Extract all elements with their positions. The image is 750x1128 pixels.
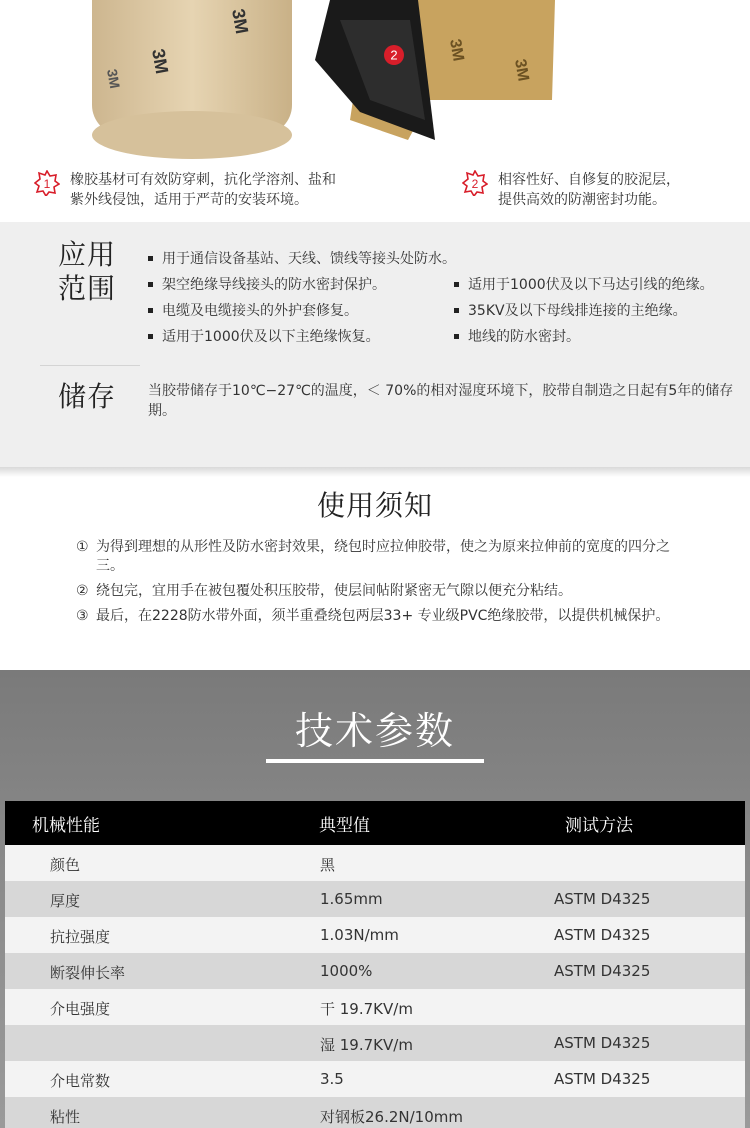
header-value: 典型值 xyxy=(319,815,370,836)
table-row xyxy=(5,1025,745,1061)
sheet-badge-number: 2 xyxy=(390,47,398,63)
header-method: 测试方法 xyxy=(565,815,633,836)
cell-method: ASTM D4325 xyxy=(554,1034,651,1052)
notice-number: ① xyxy=(76,539,89,555)
svg-text:2: 2 xyxy=(471,177,479,191)
bullet-icon xyxy=(454,334,459,339)
tech-section xyxy=(0,670,750,1128)
tape-sheet-image xyxy=(300,0,560,150)
cell-value: 湿 19.7KV/m xyxy=(320,1036,413,1054)
notice-title: 使用须知 xyxy=(316,489,433,522)
svg-text:3M: 3M xyxy=(104,67,124,90)
feature-2 xyxy=(462,170,742,210)
table-row xyxy=(5,989,745,1025)
section-divider xyxy=(40,365,140,366)
table-row xyxy=(5,917,745,953)
notice-text: 为得到理想的从形性及防水密封效果，绕包时应拉伸胶带，使之为原来拉伸前的宽度的四分之三。 xyxy=(96,539,670,574)
table-header xyxy=(5,801,745,845)
cell-property: 颜色 xyxy=(50,856,81,874)
cell-value: 1.65mm xyxy=(320,890,383,908)
cell-property: 断裂伸长率 xyxy=(50,964,126,982)
cell-value: 干 19.7KV/m xyxy=(320,1000,413,1018)
table-row xyxy=(5,1061,745,1097)
notice-text: 最后，在2228防水带外面，须半重叠绕包两层33+ 专业级PVC绝缘胶带，以提供机械保护。 xyxy=(96,608,670,624)
svg-text:1: 1 xyxy=(43,177,51,191)
application-item: 地线的防水密封。 xyxy=(468,329,580,345)
table-row xyxy=(5,845,745,881)
bullet-icon xyxy=(454,308,459,313)
application-row xyxy=(148,300,748,326)
table-row xyxy=(5,881,745,917)
application-item: 电缆及电缆接头的外护套修复。 xyxy=(162,303,358,319)
application-item: 适用于1000伏及以下主绝缘恢复。 xyxy=(162,329,380,345)
feature-notes xyxy=(0,160,750,222)
tech-title: 技术参数 xyxy=(294,709,455,753)
badge-2-icon xyxy=(462,170,488,196)
cell-property: 厚度 xyxy=(50,892,81,910)
badge-1-icon xyxy=(34,170,60,196)
application-row xyxy=(148,326,748,352)
cell-value: 黑 xyxy=(320,856,336,874)
svg-text:3M: 3M xyxy=(148,47,173,76)
cell-method: ASTM D4325 xyxy=(554,926,651,944)
cell-value: 1000% xyxy=(320,962,373,980)
notice-list xyxy=(76,538,696,632)
feature-2-text: 相容性好、自修复的胶泥层， 提供高效的防潮密封功能。 xyxy=(498,172,680,208)
cell-value: 1.03N/mm xyxy=(320,926,399,944)
notice-item xyxy=(76,538,696,576)
storage-text: 当胶带储存于10℃−27℃的温度，＜ 70%的相对湿度环境下，胶带自制造之日起有5年的储存期。 xyxy=(148,383,734,419)
cell-property: 抗拉强度 xyxy=(50,928,111,946)
cell-value: 3.5 xyxy=(320,1070,344,1088)
notice-item xyxy=(76,582,696,601)
cell-property: 介电强度 xyxy=(50,1000,111,1018)
application-section xyxy=(0,222,750,467)
bullet-icon xyxy=(148,334,153,339)
notice-item xyxy=(76,607,696,626)
section-shadow xyxy=(0,467,750,477)
application-item: 架空绝缘导线接头的防水密封保护。 xyxy=(162,277,386,293)
notice-number: ② xyxy=(76,583,89,599)
tech-title-underline xyxy=(266,759,484,763)
header-property: 机械性能 xyxy=(32,815,100,836)
cell-method: ASTM D4325 xyxy=(554,890,651,908)
cell-property: 粘性 xyxy=(50,1108,81,1126)
cell-property: 介电常数 xyxy=(50,1072,111,1090)
table-row xyxy=(5,953,745,989)
bullet-icon xyxy=(454,282,459,287)
svg-text:3M: 3M xyxy=(228,7,253,36)
application-list xyxy=(148,248,748,352)
feature-1-text: 橡胶基材可有效防穿刺，抗化学溶剂、盐和 紫外线侵蚀，适用于严苛的安装环境。 xyxy=(70,172,336,208)
tape-roll-image xyxy=(92,0,292,160)
notice-text: 绕包完，宜用手在被包覆处积压胶带，使层间帖附紧密无气隙以便充分粘结。 xyxy=(96,583,572,599)
notice-number: ③ xyxy=(76,608,89,624)
tech-table xyxy=(5,801,745,1128)
cell-method: ASTM D4325 xyxy=(554,962,651,980)
application-item: 适用于1000伏及以下马达引线的绝缘。 xyxy=(468,277,714,293)
application-item: 用于通信设备基站、天线、馈线等接头处防水。 xyxy=(162,251,456,267)
sheet-badge-icon xyxy=(383,44,405,66)
feature-1 xyxy=(34,170,414,210)
bullet-icon xyxy=(148,308,153,313)
bullet-icon xyxy=(148,256,153,261)
product-photo xyxy=(0,0,750,160)
application-row xyxy=(148,274,748,300)
svg-text:3M: 3M xyxy=(511,57,532,83)
application-title: 应用范围 xyxy=(58,238,117,305)
cell-value: 对钢板26.2N/10mm xyxy=(320,1108,463,1126)
table-row xyxy=(5,1097,745,1128)
svg-text:3M: 3M xyxy=(446,37,467,63)
bullet-icon xyxy=(148,282,153,287)
application-row xyxy=(148,248,748,274)
storage-title: 储存 xyxy=(58,380,117,413)
application-item: 35KV及以下母线排连接的主绝缘。 xyxy=(468,303,687,319)
cell-method: ASTM D4325 xyxy=(554,1070,651,1088)
